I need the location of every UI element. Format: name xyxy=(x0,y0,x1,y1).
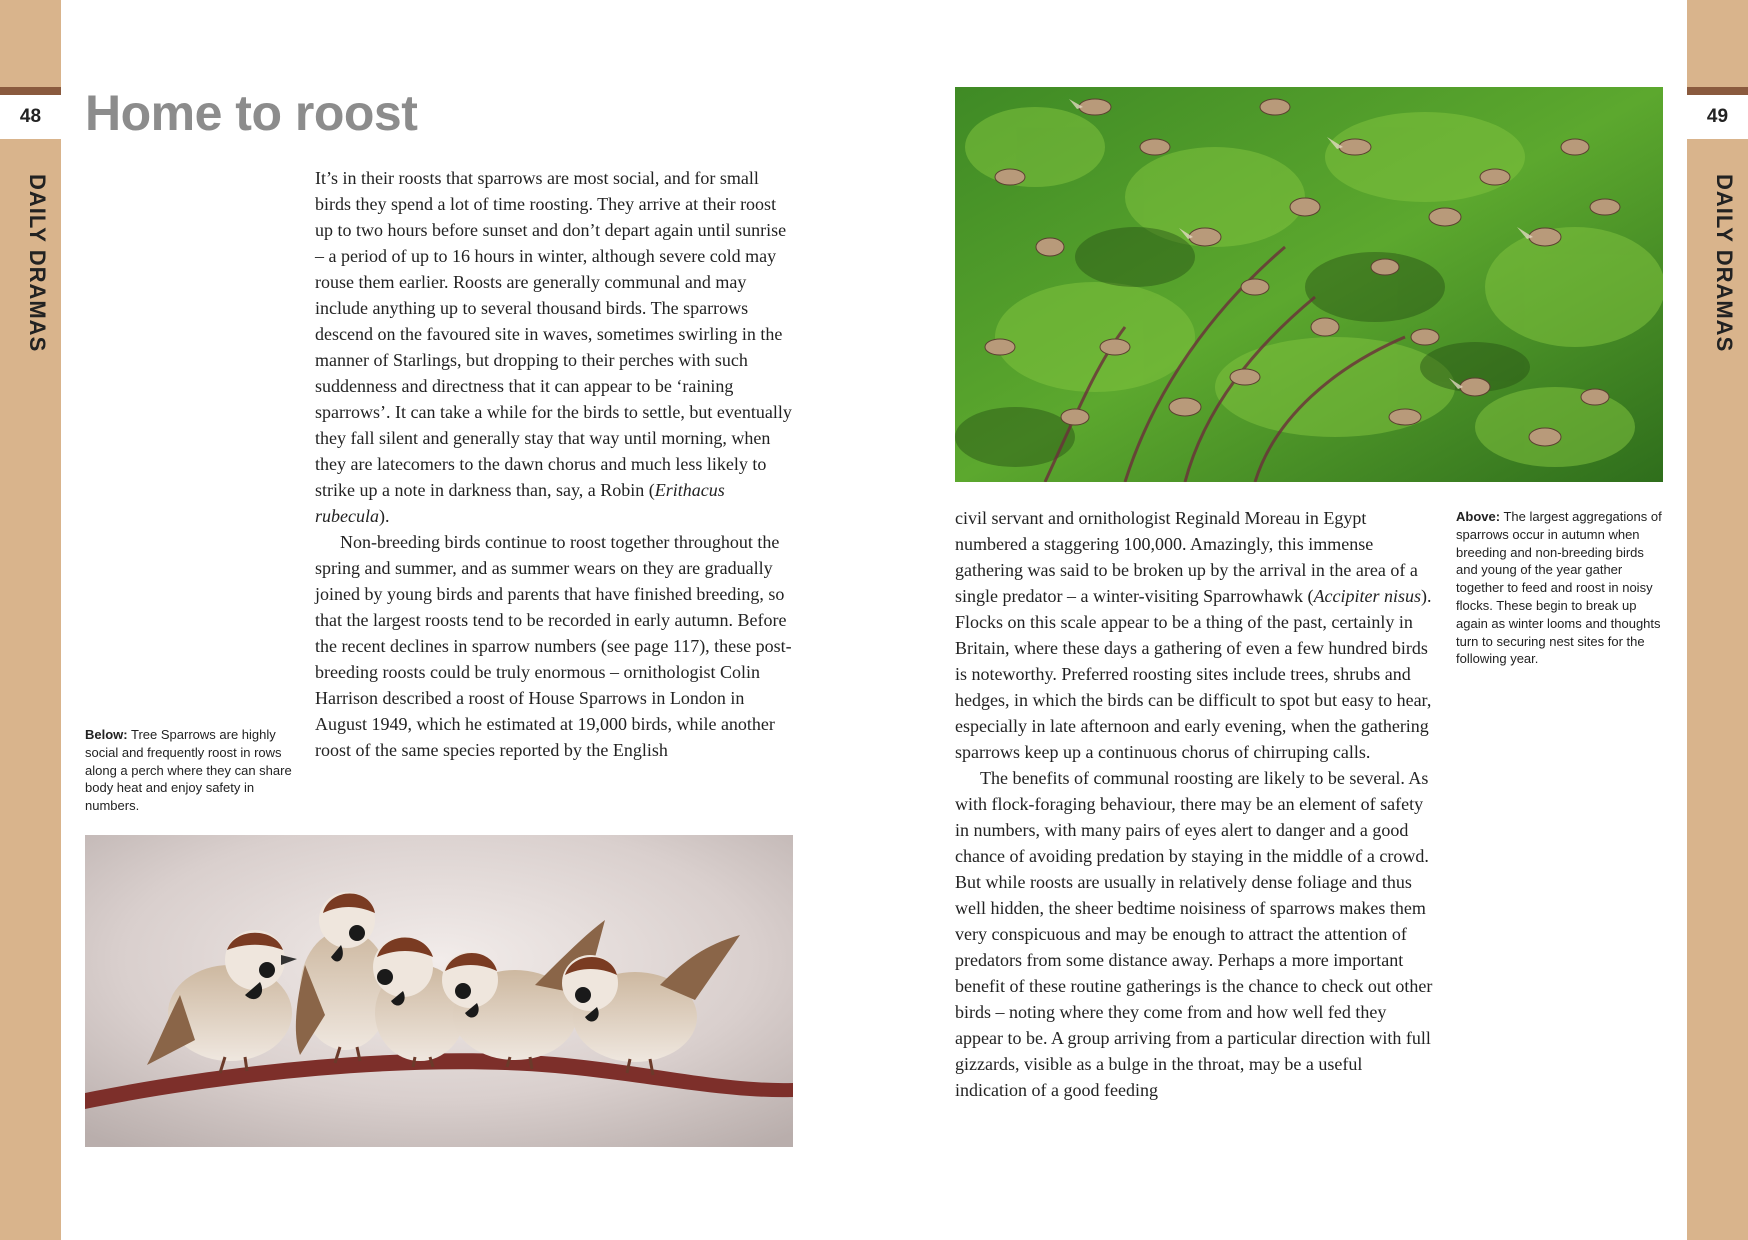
sparrow-flock-photo xyxy=(955,87,1663,482)
left-side-tab xyxy=(0,0,61,1240)
tab-stripe xyxy=(0,87,61,95)
page-number-left: 48 xyxy=(0,95,61,139)
caption-above: Above: The largest aggregations of sparrows occur in autumn when breeding and non-breeding birds and young of the year gather together to feed and roost in noisy flocks. These begin to break up again as winter looms and thoughts turn to securing nest sites for the following year. xyxy=(1456,509,1662,667)
tab-stripe xyxy=(1687,87,1748,95)
left-paragraph-2: Non-breeding birds continue to roost together throughout the spring and summer, and as summer wears on they are gradually joined by young birds and parents that have finished breeding, so that the largest roosts tend to be recorded in early autumn. Before the recent declines in sparrow numbers (see page 117), these post-breeding roosts could be truly enormous – ornithologist Colin Harrison described a roost of House Sparrows in London in August 1949, which he estimated at 19,000 birds, while another roost of the same species reported by the English xyxy=(315,532,792,760)
right-body-column xyxy=(955,505,1435,1103)
right-side-tab xyxy=(1687,0,1748,1240)
caption-below: Below: Tree Sparrows are highly social and frequently roost in rows along a perch where they can share body heat and enjoy safety in numbers. xyxy=(85,727,292,814)
right-paragraph-2: The benefits of communal roosting are likely to be several. As with flock-foraging behaviour, there may be an element of safety in numbers, with many pairs of eyes alert to danger and a good chance of avoiding predation by staying in the middle of a crowd. But while roosts are usually in relatively dense foliage and thus well hidden, the sheer bedtime noisiness of sparrows makes them very conspicuous and may be enough to attract the attention of predators from some distance away. Perhaps a more important benefit of these routine gatherings is the chance to check out other birds – noting where they come from and how well fed they appear to be. A group arriving from a particular direction with full gizzards, visible as a bulge in the throat, may be a useful indication of a good feeding xyxy=(955,768,1433,1100)
caption-label: Below: xyxy=(85,727,128,742)
species-name-robin: Erithacus rubecula xyxy=(315,480,725,526)
page-number-right: 49 xyxy=(1687,95,1748,139)
species-name-sparrowhawk: Accipiter nisus xyxy=(1313,586,1422,606)
section-label-left: DAILY DRAMAS xyxy=(25,174,50,353)
section-label-right: DAILY DRAMAS xyxy=(1712,174,1737,353)
tree-sparrows-photo xyxy=(85,835,793,1147)
left-paragraph-1: It’s in their roosts that sparrows are most social, and for small birds they spend a lot of time roosting. They arrive at their roost up to two hours before sunset and don’t depart again until sunrise – a period of up to 16 hours in winter, although severe cold may rouse them earlier. Roosts are generally communal and may include anything up to several thousand birds. The sparrows descend on the favoured site in waves, sometimes swirling in the manner of Starlings, but dropping to their perches with such suddenness and directness that it can appear to be ‘raining sparrows’. It can take a while for the birds to settle, but eventually they fall silent and generally stay that way until morning, when they are latecomers to the dawn chorus and much less likely to strike up a note in darkness than, say, a Robin (Erithacus rubecula). xyxy=(315,168,792,526)
page-title: Home to roost xyxy=(85,85,418,141)
caption-label: Above: xyxy=(1456,509,1501,524)
left-body-column xyxy=(315,165,795,763)
right-paragraph-1: civil servant and ornithologist Reginald Moreau in Egypt numbered a staggering 100,000. Amazingly, this immense gathering was said to be broken up by the arrival in the area of a single predator – a winter-visiting Sparrowhawk (Accipiter nisus). Flocks on this scale appear to be a thing of the past, certainly in Britain, where these days a gathering of even a few hundred birds is noteworthy. Preferred roosting sites include trees, shrubs and hedges, in which the birds can be difficult to spot but easy to hear, especially in late afternoon and early evening, when the gathering sparrows keep up a continuous chorus of chirruping calls. xyxy=(955,508,1432,762)
